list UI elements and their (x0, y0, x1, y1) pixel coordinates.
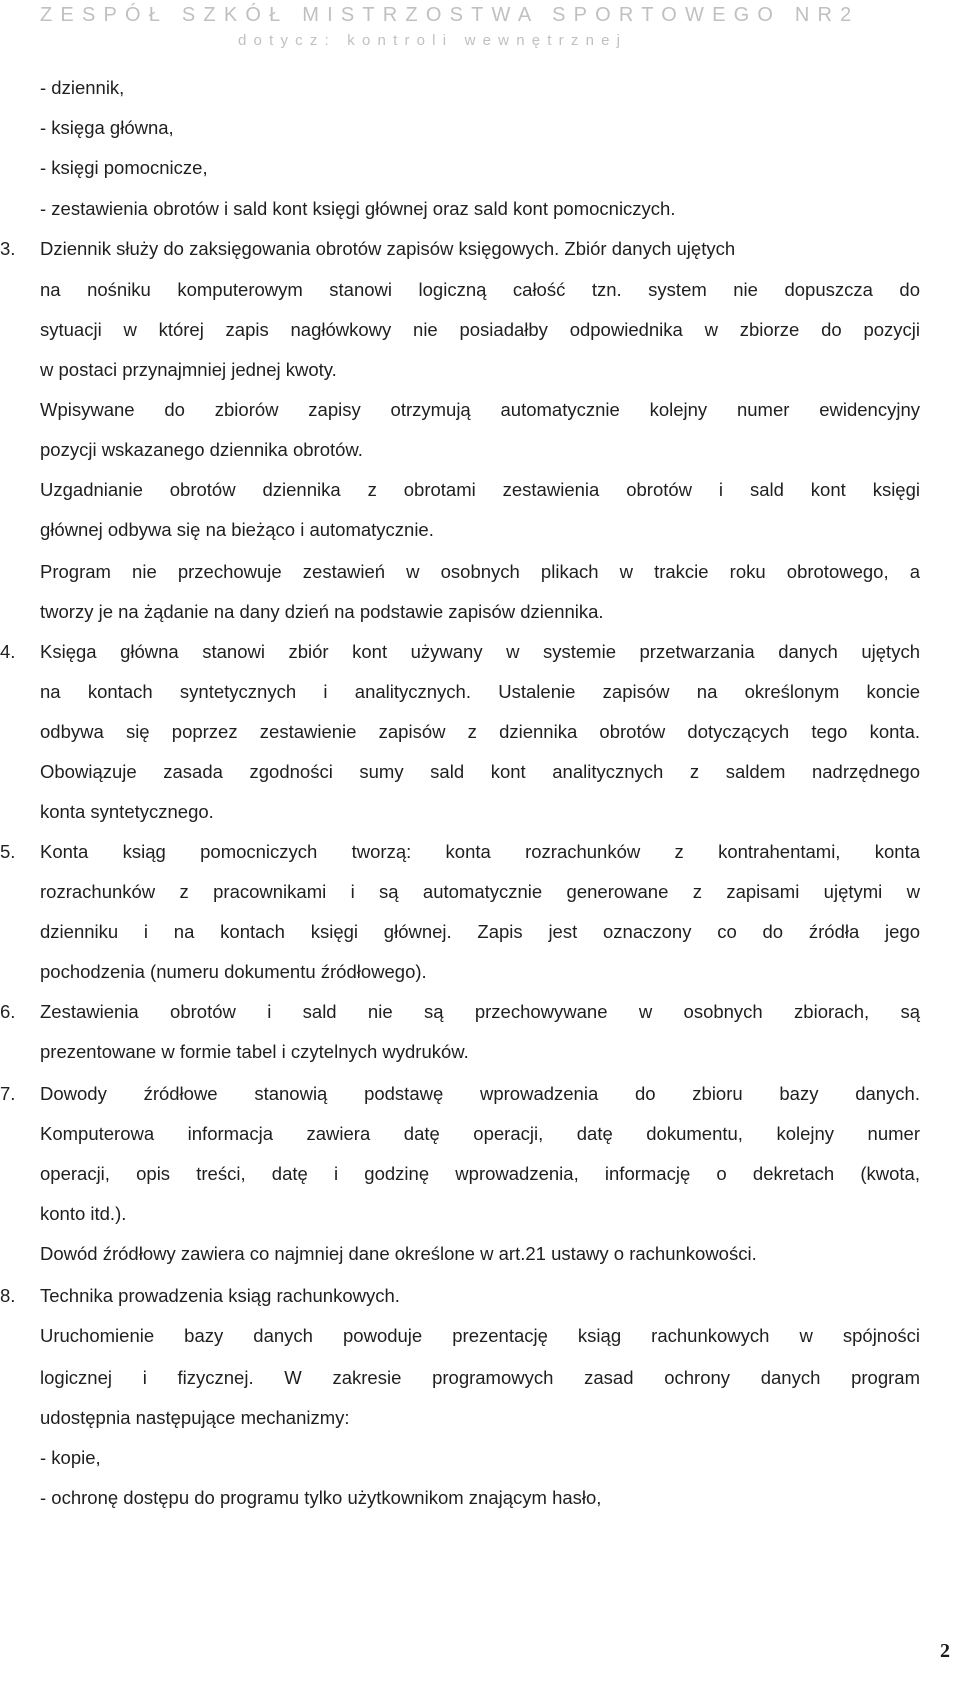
line-text: - zestawienia obrotów i sald kont księgi głównej oraz sald kont pomocniczych. (40, 198, 676, 219)
text-line (40, 760, 920, 784)
line-text: konto itd.). (40, 1203, 127, 1224)
text-line (40, 1366, 920, 1390)
line-text: rozrachunków z pracownikami i są automatycznie generowane z zapisami ujętymi w (40, 881, 920, 902)
line-text: Program nie przechowuje zestawień w osobnych plikach w trakcie roku obrotowego, a (40, 561, 920, 582)
text-line (40, 1202, 920, 1226)
line-text: Uzgadnianie obrotów dziennika z obrotami zestawienia obrotów i sald kont księgi (40, 479, 920, 500)
text-line (40, 960, 920, 984)
text-line (40, 1406, 920, 1430)
line-text: Wpisywane do zbiorów zapisy otrzymują automatycznie kolejny numer ewidencyjny (40, 399, 920, 420)
line-text: Zestawienia obrotów i sald nie są przechowywane w osobnych zbiorach, są (40, 1001, 920, 1022)
text-line (40, 920, 920, 944)
text-line (40, 1242, 920, 1266)
line-text: - ochronę dostępu do programu tylko użytkownikom znającym hasło, (40, 1487, 602, 1508)
line-text: tworzy je na żądanie na dany dzień na podstawie zapisów dziennika. (40, 601, 604, 622)
list-item-first-line (0, 237, 920, 261)
list-number: 6. (0, 1001, 16, 1022)
line-text: Technika prowadzenia ksiąg rachunkowych. (40, 1285, 400, 1306)
line-text: - kopie, (40, 1447, 101, 1468)
text-line (40, 800, 920, 824)
line-text: Komputerowa informacja zawiera datę operacji, datę dokumentu, kolejny numer (40, 1123, 920, 1144)
text-line (40, 518, 920, 542)
text-line (40, 1324, 920, 1348)
line-text: sytuacji w której zapis nagłówkowy nie posiadałby odpowiednika w zbiorze do pozycji (40, 319, 920, 340)
text-line (40, 278, 920, 302)
header-subtitle: dotycz: kontroli wewnętrznej (238, 32, 628, 49)
text-line (40, 600, 920, 624)
list-number: 4. (0, 641, 16, 662)
list-item-first-line (0, 1082, 920, 1106)
list-number: 3. (0, 238, 16, 259)
list-number: 8. (0, 1285, 16, 1306)
text-line (40, 358, 920, 382)
list-item-first-line (0, 840, 920, 864)
line-text: konta syntetycznego. (40, 801, 214, 822)
line-text: Uruchomienie bazy danych powoduje prezentację ksiąg rachunkowych w spójności (40, 1325, 920, 1346)
list-item-first-line (0, 1000, 920, 1024)
list-item-first-line (0, 1284, 920, 1308)
line-text: dzienniku i na kontach księgi głównej. Zapis jest oznaczony co do źródła jego (40, 921, 920, 942)
line-text: Dowód źródłowy zawiera co najmniej dane określone w art.21 ustawy o rachunkowości. (40, 1243, 757, 1264)
text-line (40, 116, 920, 140)
text-line (40, 720, 920, 744)
text-line (40, 1122, 920, 1146)
line-text: Księga główna stanowi zbiór kont używany w systemie przetwarzania danych ujętych (40, 641, 920, 662)
line-text: Konta ksiąg pomocniczych tworzą: konta rozrachunków z kontrahentami, konta (40, 841, 920, 862)
line-text: pochodzenia (numeru dokumentu źródłowego). (40, 961, 427, 982)
text-line (40, 478, 920, 502)
text-line (40, 318, 920, 342)
text-line (40, 438, 920, 462)
line-text: pozycji wskazanego dziennika obrotów. (40, 439, 363, 460)
text-line (40, 156, 920, 180)
text-line (40, 680, 920, 704)
line-text: operacji, opis treści, datę i godzinę wprowadzenia, informację o dekretach (kwota, (40, 1163, 920, 1184)
line-text: logicznej i fizycznej. W zakresie programowych zasad ochrony danych program (40, 1367, 920, 1388)
text-line (40, 398, 920, 422)
line-text: na nośniku komputerowym stanowi logiczną całość tzn. system nie dopuszcza do (40, 279, 920, 300)
header-title: ZESPÓŁ SZKÓŁ MISTRZOSTWA SPORTOWEGO NR2 (40, 4, 860, 26)
line-text: - księgi pomocnicze, (40, 157, 208, 178)
text-line (40, 1446, 920, 1470)
line-text: - dziennik, (40, 77, 125, 98)
text-line (40, 76, 920, 100)
line-text: w postaci przynajmniej jednej kwoty. (40, 359, 337, 380)
line-text: na kontach syntetycznych i analitycznych. Ustalenie zapisów na określonym koncie (40, 681, 920, 702)
line-text: odbywa się poprzez zestawienie zapisów z dziennika obrotów dotyczących tego konta. (40, 721, 920, 742)
list-item-first-line (0, 640, 920, 664)
line-text: głównej odbywa się na bieżąco i automatycznie. (40, 519, 434, 540)
text-line (40, 880, 920, 904)
line-text: Obowiązuje zasada zgodności sumy sald kont analitycznych z saldem nadrzędnego (40, 761, 920, 782)
list-number: 7. (0, 1083, 16, 1104)
page-number: 2 (940, 1640, 950, 1662)
line-text: Dziennik służy do zaksięgowania obrotów zapisów księgowych. Zbiór danych ujętych (40, 238, 736, 259)
text-line (40, 1486, 920, 1510)
line-text: Dowody źródłowe stanowią podstawę wprowadzenia do zbioru bazy danych. (40, 1083, 920, 1104)
text-line (40, 1162, 920, 1186)
list-number: 5. (0, 841, 16, 862)
text-line (40, 1040, 920, 1064)
line-text: udostępnia następujące mechanizmy: (40, 1407, 350, 1428)
text-line (40, 560, 920, 584)
text-line (40, 197, 920, 221)
line-text: - księga główna, (40, 117, 174, 138)
line-text: prezentowane w formie tabel i czytelnych wydruków. (40, 1041, 469, 1062)
